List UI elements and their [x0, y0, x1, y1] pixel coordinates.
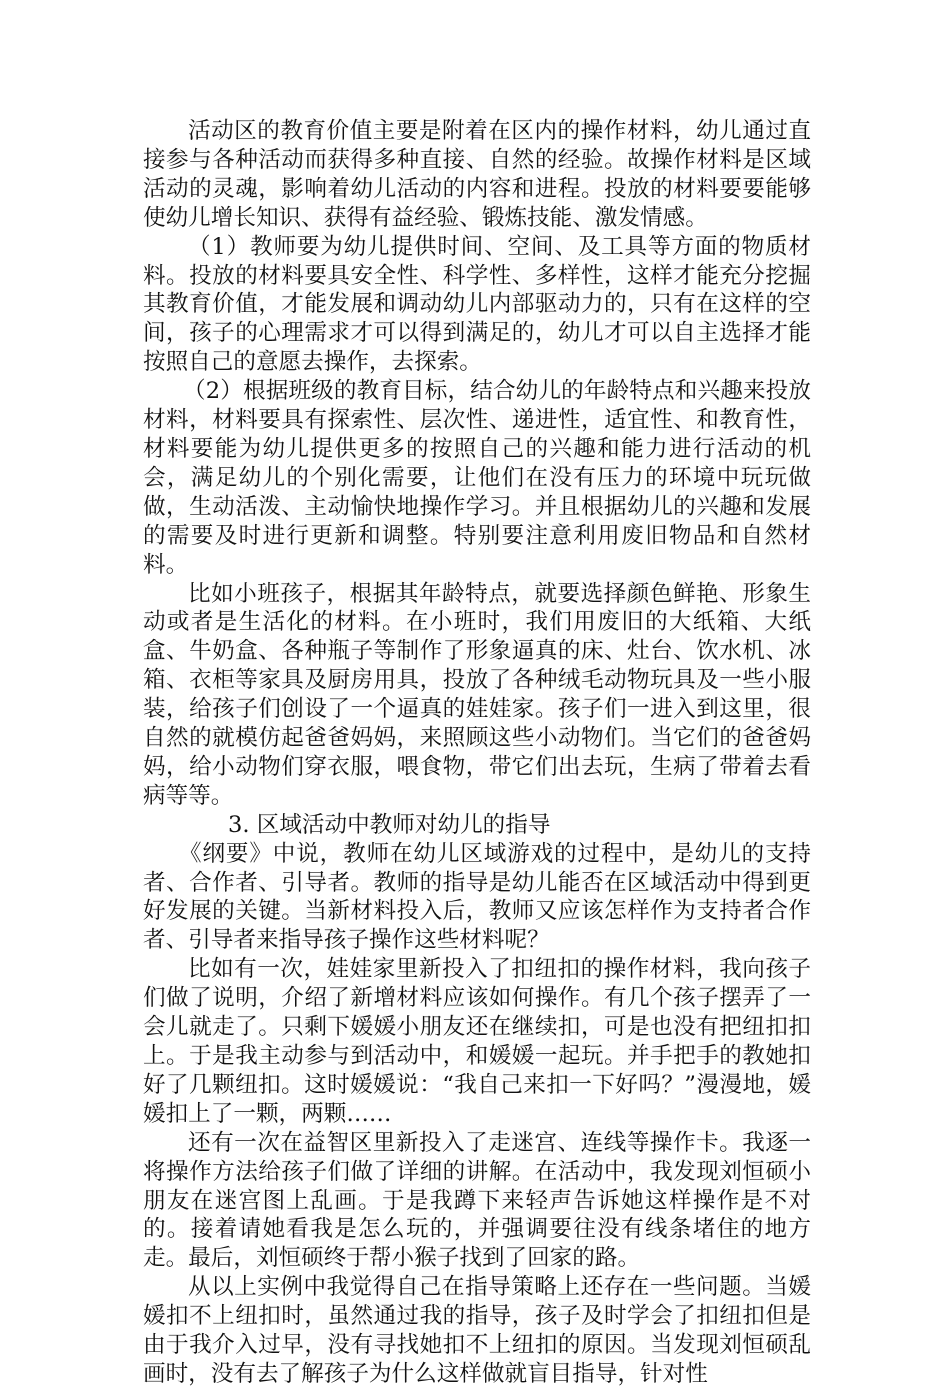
- document-body: [143, 117, 811, 1389]
- paragraph-2: （1）教师要为幼儿提供时间、空间、及工具等方面的物质材料。投放的材料要具安全性、科学性、多样性，这样才能充分挖掘其教育价值，才能发展和调动幼儿内部驱动力的，只有在这样的空间，孩子的心理需求才可以得到满足的，幼儿才可以自主选择才能按照自己的意愿去操作，去探索。: [143, 233, 811, 376]
- paragraph-5: 《纲要》中说，教师在幼儿区域游戏的过程中，是幼儿的支持者、合作者、引导者。教师的指导是幼儿能否在区域活动中得到更好发展的关键。当新材料投入后，教师又应该怎样作为支持者合作者、引导者来指导孩子操作这些材料呢？: [143, 840, 811, 954]
- paragraph-4: 比如小班孩子，根据其年龄特点，就要选择颜色鲜艳、形象生动或者是生活化的材料。在小班时，我们用废旧的大纸箱、大纸盒、牛奶盒、各种瓶子等制作了形象逼真的床、灶台、饮水机、冰箱、衣柜等家具及厨房用具，投放了各种绒毛动物玩具及一些小服装，给孩子们创设了一个逼真的娃娃家。孩子们一进入到这里，很自然的就模仿起爸爸妈妈，来照顾这些小动物们。当它们的爸爸妈妈，给小动物们穿衣服，喂食物，带它们出去玩，生病了带着去看病等等。: [143, 580, 811, 809]
- paragraph-3: （2）根据班级的教育目标，结合幼儿的年龄特点和兴趣来投放材料，材料要具有探索性、层次性、递进性，适宜性、和教育性，材料要能为幼儿提供更多的按照自己的兴趣和能力进行活动的机会，满足幼儿的个别化需要，让他们在没有压力的环境中玩玩做做，生动活泼、主动愉快地操作学习。并且根据幼儿的兴趣和发展的需要及时进行更新和调整。特别要注意利用废旧物品和自然材料。: [143, 378, 811, 578]
- section-heading: 3. 区域活动中教师对幼儿的指导: [228, 811, 551, 838]
- paragraph-7: 还有一次在益智区里新投入了走迷宫、连线等操作卡。我逐一将操作方法给孩子们做了详细的讲解。在活动中，我发现刘恒硕小朋友在迷宫图上乱画。于是我蹲下来轻声告诉她这样操作是不对的。接着请她看我是怎么玩的，并强调要往没有线条堵住的地方走。最后，刘恒硕终于帮小猴子找到了回家的路。: [143, 1129, 811, 1272]
- paragraph-6: 比如有一次，娃娃家里新投入了扣纽扣的操作材料，我向孩子们做了说明，介绍了新增材料应该如何操作。有几个孩子摆弄了一会儿就走了。只剩下媛媛小朋友还在继续扣，可是也没有把纽扣扣上。于是我主动参与到活动中，和媛媛一起玩。并手把手的教她扣好了几颗纽扣。这时媛媛说：“我自己来扣一下好吗？”漫漫地，媛媛扣上了一颗，两颗……: [143, 956, 811, 1127]
- paragraph-8: 从以上实例中我觉得自己在指导策略上还存在一些问题。当媛媛扣不上纽扣时，虽然通过我的指导，孩子及时学会了扣纽扣但是由于我介入过早，没有寻找她扣不上纽扣的原因。当发现刘恒硕乱画时，没有去了解孩子为什么这样做就盲目指导，针对性: [143, 1274, 811, 1387]
- paragraph-1: 活动区的教育价值主要是附着在区内的操作材料，幼儿通过直接参与各种活动而获得多种直接、自然的经验。故操作材料是区域活动的灵魂，影响着幼儿活动的内容和进程。投放的材料要要能够使幼儿增长知识、获得有益经验、锻炼技能、激发情感。: [143, 118, 811, 231]
